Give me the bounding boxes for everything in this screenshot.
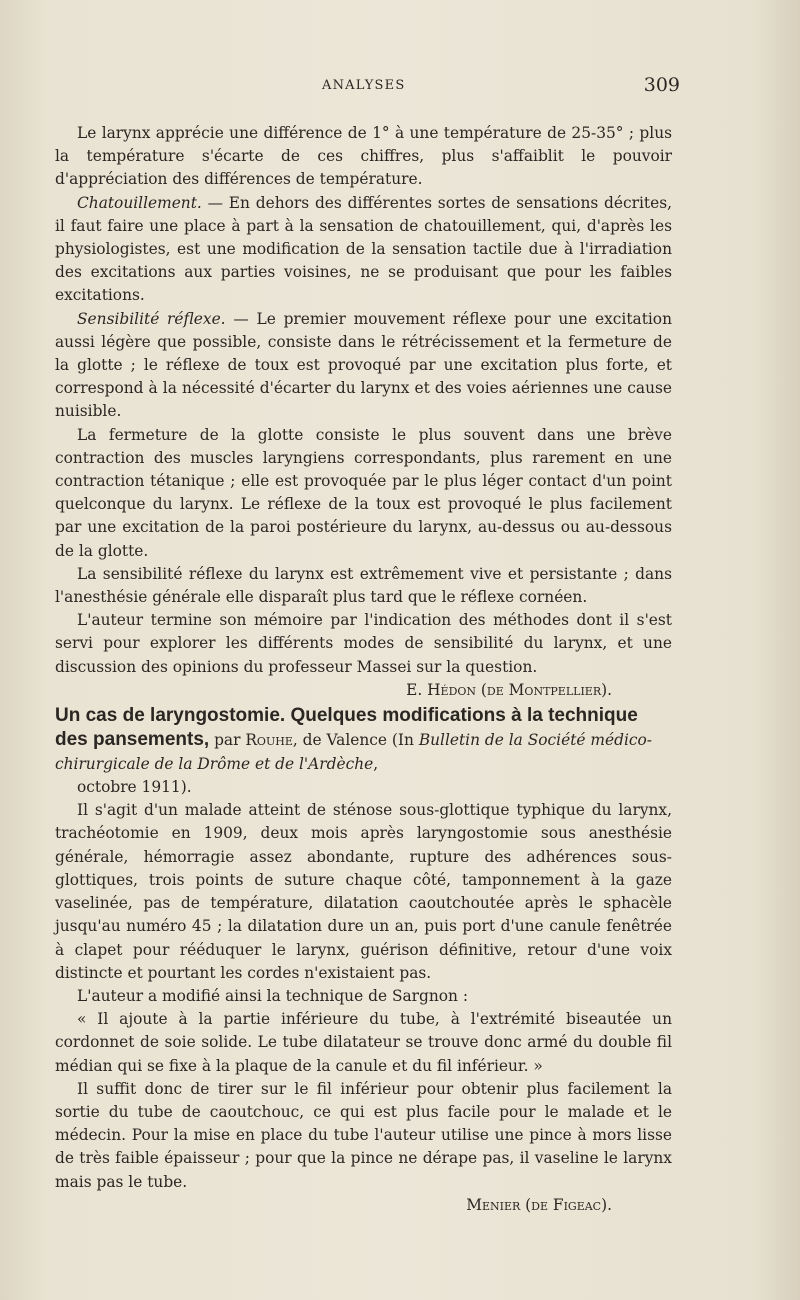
article-title-text: Un cas de laryngostomie. Quelques modifications à la technique des pansements, xyxy=(55,705,638,751)
paragraph: La fermeture de la glotte consiste le plus souvent dans une brève contraction des muscles laryngiens correspondants, plus rarement en une contraction tétanique ; elle est provoquée par le plus léger contact d'un point quelconque du larynx. Le réflexe de la toux est provoqué le plus facilement par une excitation de la paroi postérieure du larynx, au-dessus ou au-dessous de la glotte. xyxy=(55,425,672,560)
article-place: , de Valence (In xyxy=(292,731,419,750)
paragraph-label: Sensibilité réflexe. xyxy=(77,309,226,328)
paragraph-text: — En dehors des différentes sortes de sensations décrites, il faut faire une place à part à la sensation de chatouillement, qui, d'après les physiologistes, est une modification de la sensation tactile due à l'irradiation des excitations aux parties voisines, ne se produisant que pour les faibles excitations. xyxy=(55,193,672,305)
paragraph: La sensibilité réflexe du larynx est extrêmement vive et persistante ; dans l'anesthésie générale elle disparaît plus tard que le réflexe cornéen. xyxy=(55,564,672,607)
article-title xyxy=(55,704,672,776)
paragraph: L'auteur termine son mémoire par l'indication des méthodes dont il s'est servi pour explorer les différents modes de sensibilité du larynx, et une discussion des opinions du professeur Massei sur la question. xyxy=(55,611,672,676)
paragraph xyxy=(55,192,672,308)
quote: « Il ajoute à la partie inférieure du tube, à l'extrémité biseautée un cordonnet de soie solide. Le tube dilatateur se trouve donc armé du double fil médian qui se fixe à la plaque de la canule et du fil inférieur. » xyxy=(55,1010,672,1075)
paragraph: Le larynx apprécie une différence de 1° à une température de 25-35° ; plus la température s'écarte de ces chiffres, plus s'affaiblit le pouvoir d'appréciation des différences de température. xyxy=(55,124,672,189)
page-number: 309 xyxy=(643,74,680,96)
article-close: , xyxy=(373,755,379,774)
page-header xyxy=(60,76,680,100)
article-heading xyxy=(55,704,672,799)
paragraph: Il suffit donc de tirer sur le fil inférieur pour obtenir plus facilement la sortie du tube de caoutchouc, ce qui est plus facile pour le malade et le médecin. Pour la mise en place du tube l'auteur utilise une pince à mors lisse de très faible épaisseur ; pour que la pince ne dérape pas, il vaseline le larynx mais pas le tube. xyxy=(55,1079,672,1191)
paragraph-label: Chatouillement. xyxy=(77,193,202,212)
article-date: octobre 1911). xyxy=(77,778,192,797)
article-by: par xyxy=(209,731,246,750)
signature: Menier (de Figeac). xyxy=(466,1195,612,1214)
paragraph xyxy=(55,308,672,424)
page-body xyxy=(55,122,672,1217)
paragraph: L'auteur a modifié ainsi la technique de Sargnon : xyxy=(77,986,469,1005)
article-journal: Bulletin de la Société médico-chirurgicale de la Drôme et de l'Ardèche xyxy=(55,731,652,774)
article-author: Rouhe xyxy=(245,731,293,750)
running-head: ANALYSES xyxy=(322,78,406,93)
signature: E. Hédon (de Montpellier). xyxy=(406,680,612,699)
paragraph: Il s'agit d'un malade atteint de sténose sous-glottique typhique du larynx, trachéotomie en 1909, deux mois après laryngostomie sous anesthésie générale, hémorragie assez abondante, rupture des adhérences sous-glottiques, trois points de suture chaque côté, tamponnement à la gaze vaselinée, pas de température, dilatation caoutchoutée après le sphacèle jusqu'au numéro 45 ; la dilatation dure un an, puis port d'une canule fenêtrée à clapet pour rééduquer le larynx, guérison définitive, retour d'une voix distincte et pourtant les cordes n'existaient pas. xyxy=(55,801,672,982)
paragraph-text: — Le premier mouvement réflexe pour une excitation aussi légère que possible, consiste dans le rétrécissement et la fermeture de la glotte ; le réflexe de toux est provoqué par une excitation plus forte, et correspond à la nécessité d'écarter du larynx et des voies aériennes une cause nuisible. xyxy=(55,309,672,421)
